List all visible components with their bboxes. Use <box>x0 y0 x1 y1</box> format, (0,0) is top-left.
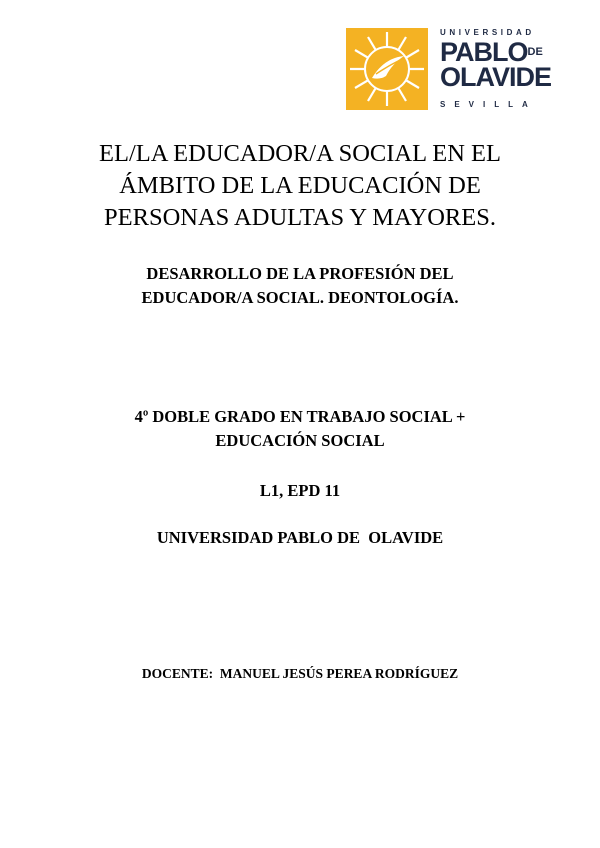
teacher-info: DOCENTE: MANUEL JESÚS PEREA RODRÍGUEZ <box>141 666 459 681</box>
document-title <box>0 138 600 234</box>
university-name: UNIVERSIDAD PABLO DE OLAVIDE <box>156 528 444 547</box>
logo-wordmark <box>440 28 564 114</box>
subtitle-line-1: DESARROLLO DE LA PROFESIÓN DEL <box>146 264 454 283</box>
degree-line-2: EDUCACIÓN SOCIAL <box>215 431 385 450</box>
title-line-1: EL/LA EDUCADOR/A SOCIAL EN EL <box>99 140 501 167</box>
logo-top-text: UNIVERSIDAD <box>440 28 535 37</box>
group-info: L1, EPD 11 <box>259 481 341 500</box>
logo-name-line2: OLAVIDE <box>440 62 552 92</box>
degree-info <box>0 405 600 453</box>
logo-name <box>440 37 564 92</box>
logo-name-line1: PABLO <box>440 37 528 67</box>
document-subtitle <box>0 262 600 310</box>
logo-name-small: DE <box>527 46 543 58</box>
sun-emblem-icon <box>346 28 428 110</box>
subtitle-line-2: EDUCADOR/A SOCIAL. DEONTOLOGÍA. <box>141 288 459 307</box>
title-line-3: PERSONAS ADULTAS Y MAYORES. <box>104 204 496 231</box>
university-logo <box>346 28 564 114</box>
degree-line-1: 4º DOBLE GRADO EN TRABAJO SOCIAL + <box>134 407 466 426</box>
logo-city: SEVILLA <box>440 100 537 109</box>
title-line-2: ÁMBITO DE LA EDUCACIÓN DE <box>119 172 481 199</box>
